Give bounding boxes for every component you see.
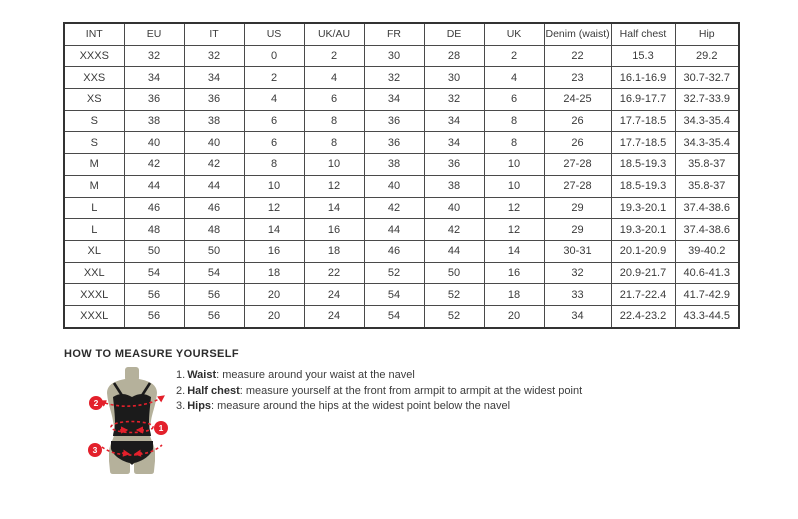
svg-text:2: 2 <box>93 398 99 408</box>
table-cell: 10 <box>484 154 544 176</box>
table-row <box>64 240 739 262</box>
table-cell: 48 <box>184 219 244 241</box>
table-row <box>64 305 739 327</box>
table-cell: 27-28 <box>544 175 611 197</box>
table-cell: 30 <box>424 67 484 89</box>
table-cell: 14 <box>484 240 544 262</box>
table-cell: 6 <box>244 110 304 132</box>
measure-badge-half-chest <box>89 396 103 410</box>
table-cell: 34 <box>424 132 484 154</box>
step-label: Hips <box>187 400 212 412</box>
column-header: EU <box>124 23 184 45</box>
step-number: 1. <box>176 369 186 381</box>
table-cell: 2 <box>244 67 304 89</box>
measure-steps <box>176 370 582 417</box>
table-cell: 29.2 <box>675 45 739 67</box>
table-cell: 12 <box>244 197 304 219</box>
table-cell: 33 <box>544 284 611 306</box>
table-cell: 38 <box>424 175 484 197</box>
size-label-cell: S <box>64 110 124 132</box>
table-cell: 29 <box>544 197 611 219</box>
table-cell: 43.3-44.5 <box>675 305 739 327</box>
table-cell: 37.4-38.6 <box>675 219 739 241</box>
table-cell: 38 <box>184 110 244 132</box>
size-label-cell: L <box>64 197 124 219</box>
step-label: Half chest <box>187 384 240 397</box>
measure-badge-waist <box>154 421 168 435</box>
table-cell: 19.3-20.1 <box>611 197 675 219</box>
table-cell: 28 <box>424 45 484 67</box>
table-cell: 18 <box>244 262 304 284</box>
table-cell: 36 <box>184 89 244 111</box>
size-table-header-row <box>64 23 739 45</box>
table-cell: 42 <box>364 197 424 219</box>
table-cell: 50 <box>184 240 244 262</box>
table-cell: 22 <box>544 45 611 67</box>
table-cell: 20 <box>244 305 304 327</box>
table-cell: 39-40.2 <box>675 240 739 262</box>
table-cell: 56 <box>184 284 244 306</box>
table-cell: 23 <box>544 67 611 89</box>
table-cell: 14 <box>244 219 304 241</box>
table-cell: 0 <box>244 45 304 67</box>
table-cell: 20.1-20.9 <box>611 240 675 262</box>
table-cell: 40 <box>424 197 484 219</box>
table-cell: 40 <box>184 132 244 154</box>
table-cell: 40.6-41.3 <box>675 262 739 284</box>
size-label-cell: XXS <box>64 67 124 89</box>
column-header: IT <box>184 23 244 45</box>
table-cell: 56 <box>184 305 244 327</box>
table-row <box>64 45 739 67</box>
table-cell: 16 <box>304 219 364 241</box>
step-text: : measure around your waist at the navel <box>216 369 415 381</box>
measure-step <box>176 386 582 398</box>
table-row <box>64 154 739 176</box>
table-cell: 8 <box>304 110 364 132</box>
size-label-cell: M <box>64 154 124 176</box>
table-cell: 8 <box>484 132 544 154</box>
table-cell: 34 <box>124 67 184 89</box>
svg-text:1: 1 <box>158 423 164 433</box>
table-cell: 16 <box>244 240 304 262</box>
table-cell: 34.3-35.4 <box>675 132 739 154</box>
table-cell: 30 <box>364 45 424 67</box>
table-row <box>64 219 739 241</box>
table-cell: 10 <box>484 175 544 197</box>
table-row <box>64 284 739 306</box>
table-cell: 34.3-35.4 <box>675 110 739 132</box>
table-cell: 54 <box>124 262 184 284</box>
table-cell: 56 <box>124 284 184 306</box>
table-cell: 18.5-19.3 <box>611 175 675 197</box>
table-cell: 8 <box>304 132 364 154</box>
table-cell: 50 <box>424 262 484 284</box>
measure-section-heading: HOW TO MEASURE YOURSELF <box>64 348 240 360</box>
table-cell: 38 <box>124 110 184 132</box>
column-header: UK <box>484 23 544 45</box>
table-row <box>64 110 739 132</box>
table-cell: 35.8-37 <box>675 175 739 197</box>
table-cell: 6 <box>484 89 544 111</box>
table-cell: 4 <box>304 67 364 89</box>
table-cell: 30.7-32.7 <box>675 67 739 89</box>
table-cell: 34 <box>544 305 611 327</box>
table-cell: 48 <box>124 219 184 241</box>
table-cell: 16.9-17.7 <box>611 89 675 111</box>
measure-step <box>176 370 582 382</box>
table-cell: 32 <box>124 45 184 67</box>
table-cell: 24 <box>304 284 364 306</box>
column-header: INT <box>64 23 124 45</box>
table-cell: 20 <box>484 305 544 327</box>
table-cell: 38 <box>364 154 424 176</box>
table-cell: 36 <box>364 132 424 154</box>
size-label-cell: S <box>64 132 124 154</box>
table-cell: 42 <box>124 154 184 176</box>
table-cell: 32 <box>424 89 484 111</box>
table-cell: 18 <box>304 240 364 262</box>
table-cell: 10 <box>304 154 364 176</box>
table-cell: 50 <box>124 240 184 262</box>
table-cell: 6 <box>244 132 304 154</box>
table-cell: 2 <box>484 45 544 67</box>
table-row <box>64 262 739 284</box>
table-cell: 12 <box>484 219 544 241</box>
table-cell: 17.7-18.5 <box>611 110 675 132</box>
table-cell: 12 <box>484 197 544 219</box>
table-cell: 32 <box>544 262 611 284</box>
table-cell: 22 <box>304 262 364 284</box>
table-cell: 36 <box>364 110 424 132</box>
column-header: UK/AU <box>304 23 364 45</box>
table-cell: 52 <box>424 284 484 306</box>
table-cell: 8 <box>484 110 544 132</box>
table-cell: 44 <box>124 175 184 197</box>
step-text: : measure yourself at the front from armpit to armpit at the widest point <box>239 384 583 397</box>
table-cell: 12 <box>304 175 364 197</box>
table-cell: 32 <box>184 45 244 67</box>
column-header: Hip <box>675 23 739 45</box>
table-cell: 35.8-37 <box>675 154 739 176</box>
table-cell: 44 <box>364 219 424 241</box>
size-label-cell: XXL <box>64 262 124 284</box>
table-row <box>64 175 739 197</box>
table-cell: 14 <box>304 197 364 219</box>
column-header: US <box>244 23 304 45</box>
table-cell: 24 <box>304 305 364 327</box>
size-label-cell: XL <box>64 240 124 262</box>
table-cell: 24-25 <box>544 89 611 111</box>
table-cell: 26 <box>544 110 611 132</box>
size-label-cell: XS <box>64 89 124 111</box>
table-cell: 42 <box>184 154 244 176</box>
table-cell: 44 <box>424 240 484 262</box>
table-row <box>64 67 739 89</box>
table-row <box>64 197 739 219</box>
step-number: 2. <box>176 384 186 397</box>
table-cell: 54 <box>364 305 424 327</box>
table-cell: 4 <box>244 89 304 111</box>
table-cell: 6 <box>304 89 364 111</box>
table-cell: 16.1-16.9 <box>611 67 675 89</box>
table-cell: 40 <box>364 175 424 197</box>
table-cell: 36 <box>124 89 184 111</box>
table-cell: 16 <box>484 262 544 284</box>
measure-step <box>176 401 582 413</box>
step-label: Waist <box>187 369 217 381</box>
table-cell: 54 <box>364 284 424 306</box>
table-cell: 34 <box>424 110 484 132</box>
table-cell: 8 <box>244 154 304 176</box>
column-header: Half chest <box>611 23 675 45</box>
table-cell: 10 <box>244 175 304 197</box>
table-cell: 2 <box>304 45 364 67</box>
table-row <box>64 132 739 154</box>
column-header: Denim (waist) <box>544 23 611 45</box>
table-cell: 18.5-19.3 <box>611 154 675 176</box>
table-cell: 37.4-38.6 <box>675 197 739 219</box>
table-cell: 52 <box>424 305 484 327</box>
table-cell: 40 <box>124 132 184 154</box>
table-cell: 34 <box>364 89 424 111</box>
table-cell: 41.7-42.9 <box>675 284 739 306</box>
measure-badge-hips <box>88 443 102 457</box>
table-cell: 54 <box>184 262 244 284</box>
table-cell: 56 <box>124 305 184 327</box>
size-label-cell: XXXL <box>64 305 124 327</box>
table-cell: 36 <box>424 154 484 176</box>
size-label-cell: XXXS <box>64 45 124 67</box>
svg-text:3: 3 <box>92 445 98 455</box>
table-cell: 46 <box>364 240 424 262</box>
table-cell: 42 <box>424 219 484 241</box>
size-label-cell: M <box>64 175 124 197</box>
table-cell: 17.7-18.5 <box>611 132 675 154</box>
table-cell: 34 <box>184 67 244 89</box>
step-text: : measure around the hips at the widest point below the navel <box>211 400 511 412</box>
table-cell: 44 <box>184 175 244 197</box>
table-cell: 20 <box>244 284 304 306</box>
table-cell: 32 <box>364 67 424 89</box>
size-label-cell: XXXL <box>64 284 124 306</box>
table-cell: 52 <box>364 262 424 284</box>
size-label-cell: L <box>64 219 124 241</box>
table-cell: 18 <box>484 284 544 306</box>
table-cell: 30-31 <box>544 240 611 262</box>
table-cell: 4 <box>484 67 544 89</box>
table-cell: 46 <box>184 197 244 219</box>
column-header: FR <box>364 23 424 45</box>
table-cell: 19.3-20.1 <box>611 219 675 241</box>
table-cell: 26 <box>544 132 611 154</box>
size-chart-table <box>63 22 740 329</box>
table-cell: 29 <box>544 219 611 241</box>
table-cell: 15.3 <box>611 45 675 67</box>
table-cell: 20.9-21.7 <box>611 262 675 284</box>
table-cell: 46 <box>124 197 184 219</box>
step-number: 3. <box>176 400 186 412</box>
table-cell: 32.7-33.9 <box>675 89 739 111</box>
table-row <box>64 89 739 111</box>
table-cell: 21.7-22.4 <box>611 284 675 306</box>
column-header: DE <box>424 23 484 45</box>
table-cell: 22.4-23.2 <box>611 305 675 327</box>
table-cell: 27-28 <box>544 154 611 176</box>
size-table-body <box>64 45 739 327</box>
